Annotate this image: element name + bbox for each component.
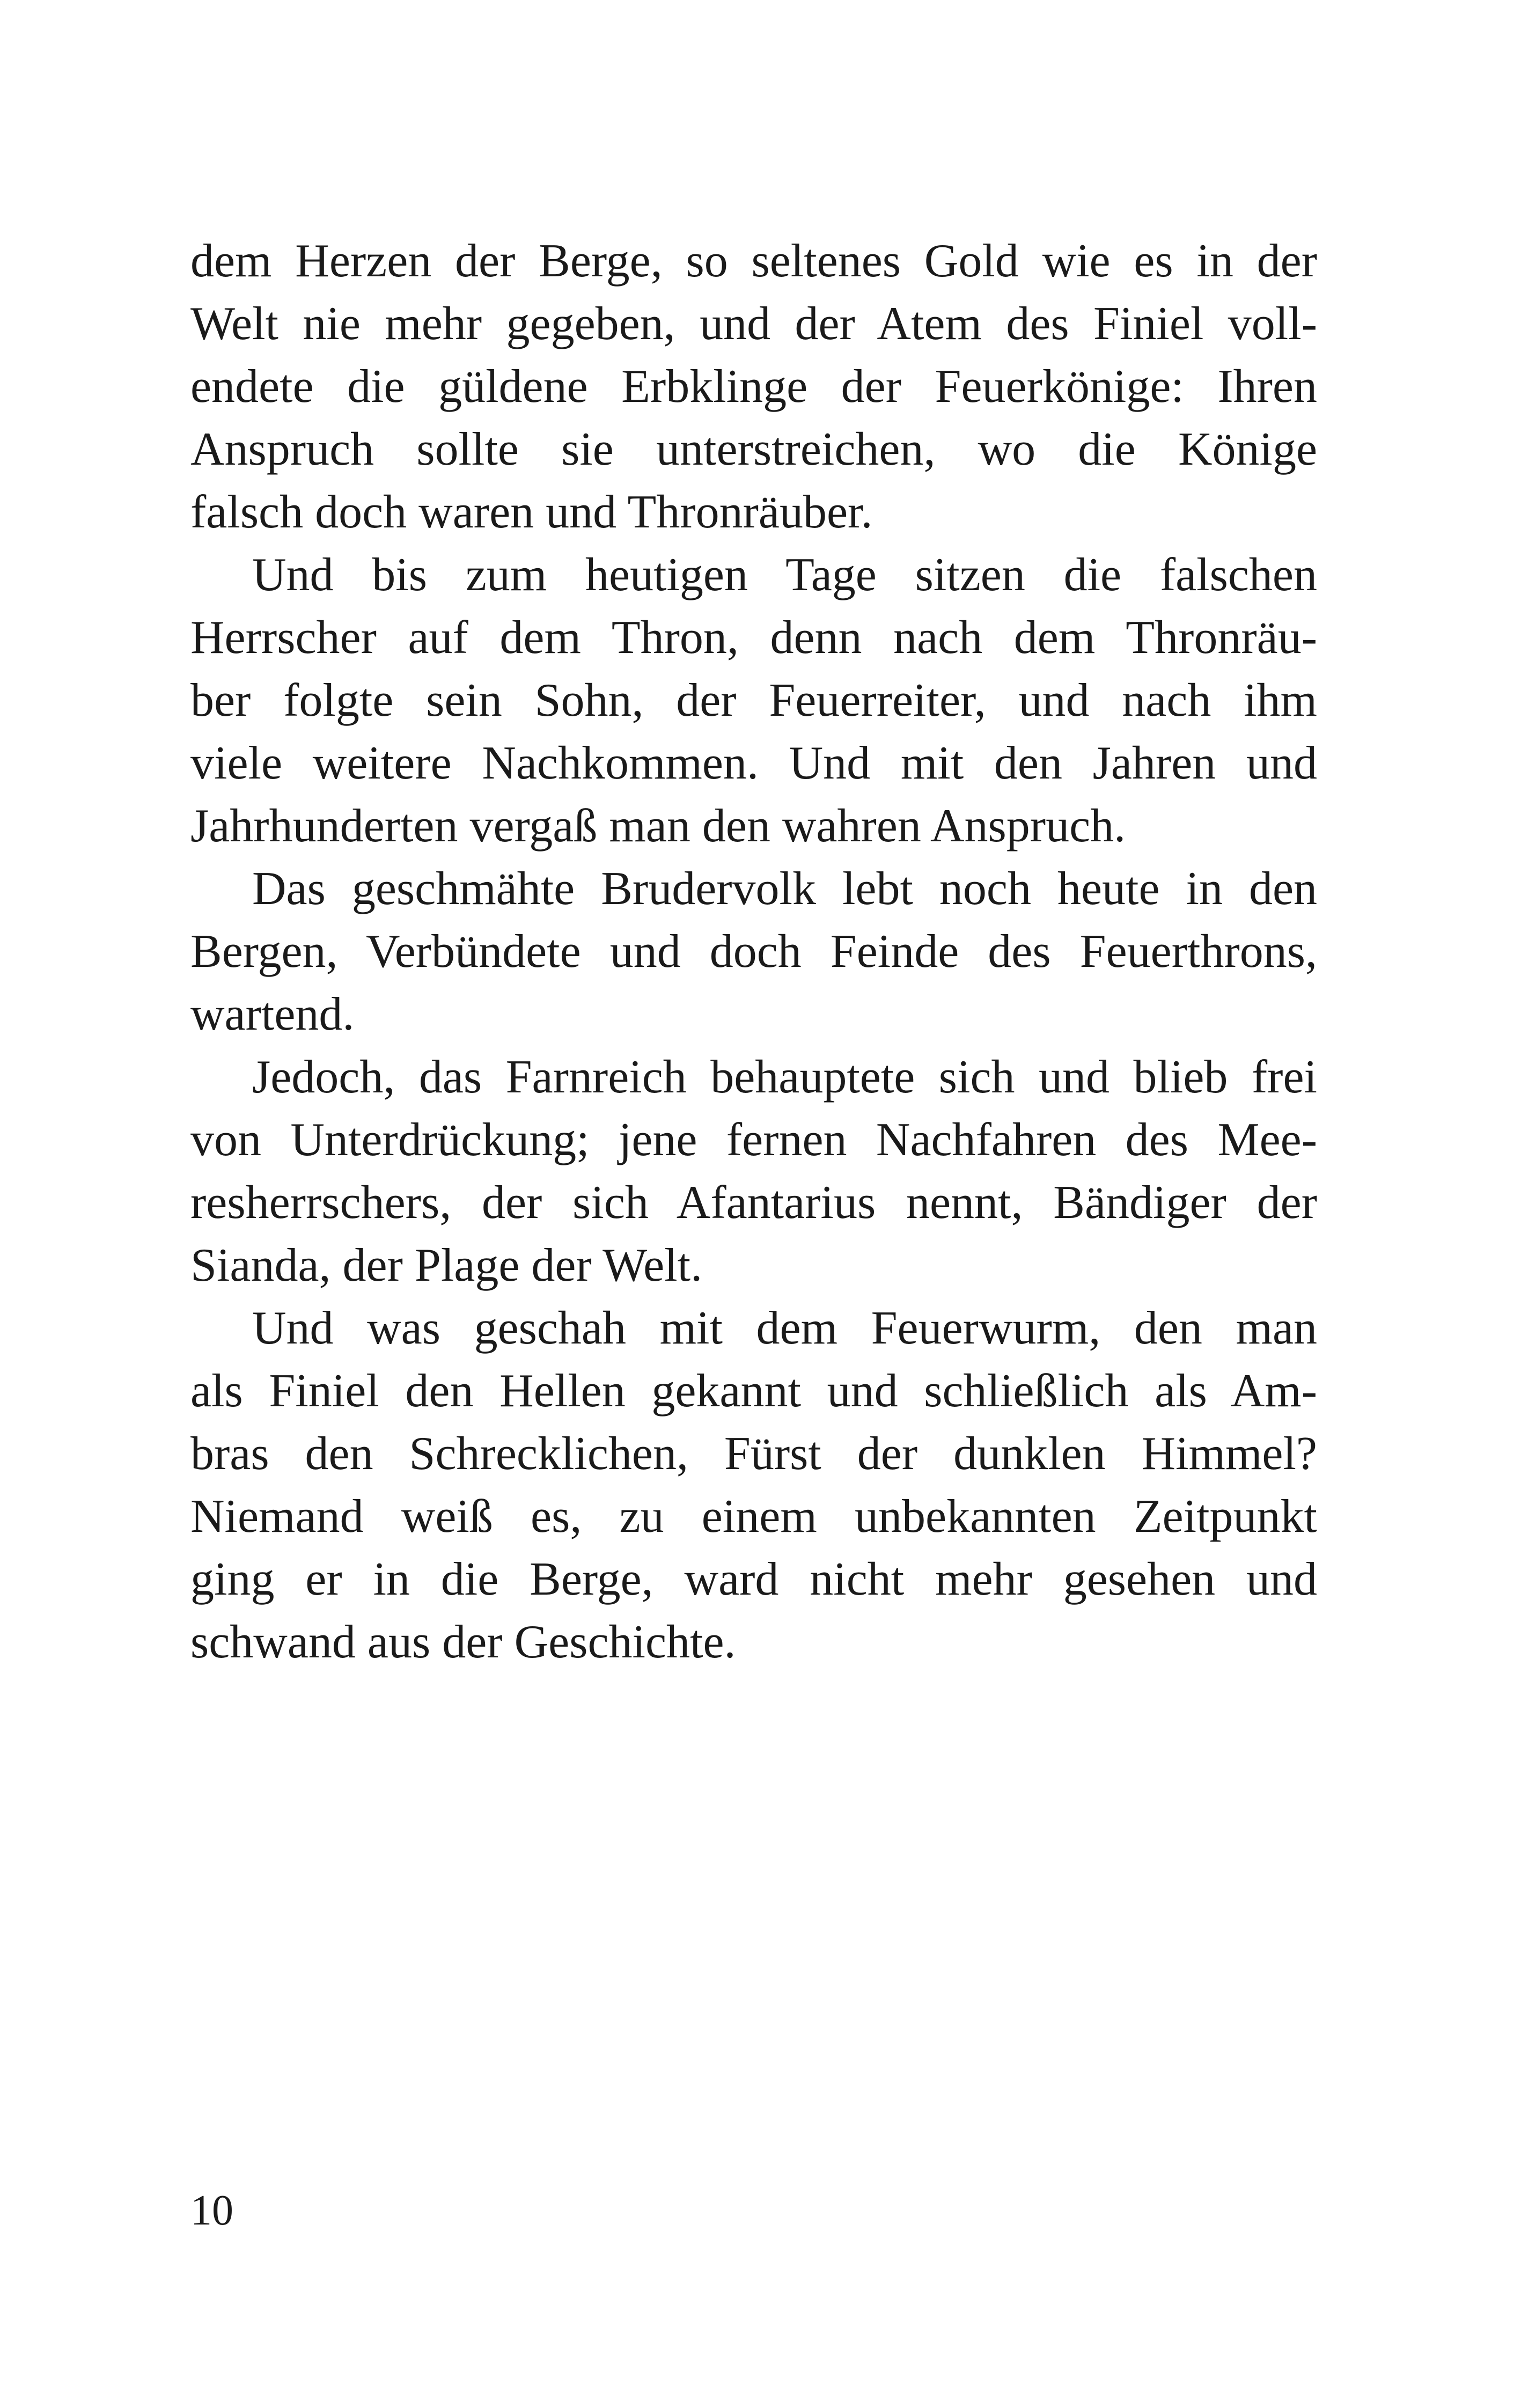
- text-line: Und bis zum heutigen Tage sitzen die falschen: [252, 549, 1317, 601]
- text-line: schwand aus der Geschichte.: [190, 1616, 736, 1668]
- text-line: als Finiel den Hellen gekannt und schließlich als Am-: [190, 1365, 1317, 1417]
- paragraph: [190, 1046, 1317, 1297]
- text-line: viele weitere Nachkommen. Und mit den Jahren und: [190, 737, 1317, 789]
- paragraph: [190, 230, 1317, 544]
- text-line: Das geschmähte Brudervolk lebt noch heute in den: [252, 863, 1317, 915]
- text-line: ber folgte sein Sohn, der Feuerreiter, und nach ihm: [190, 674, 1317, 726]
- text-line: falsch doch waren und Thronräuber.: [190, 486, 873, 538]
- text-line: dem Herzen der Berge, so seltenes Gold wie es in der: [190, 235, 1317, 287]
- text-line: ging er in die Berge, ward nicht mehr gesehen und: [190, 1553, 1317, 1605]
- text-line: Jahrhunderten vergaß man den wahren Anspruch.: [190, 800, 1126, 852]
- text-line: Herrscher auf dem Thron, denn nach dem Thronräu-: [190, 612, 1317, 664]
- text-line: wartend.: [190, 988, 355, 1040]
- paragraph: [190, 1297, 1317, 1673]
- text-line: Bergen, Verbündete und doch Feinde des Feuerthrons,: [190, 926, 1317, 978]
- text-line: resherrschers, der sich Afantarius nennt, Bändiger der: [190, 1177, 1317, 1229]
- text-line: Sianda, der Plage der Welt.: [190, 1239, 703, 1291]
- text-line: Welt nie mehr gegeben, und der Atem des Finiel voll-: [190, 298, 1317, 350]
- text-line: endete die güldene Erbklinge der Feuerkönige: Ihren: [190, 361, 1317, 413]
- text-line: Niemand weiß es, zu einem unbekannten Zeitpunkt: [190, 1491, 1317, 1543]
- text-line: Anspruch sollte sie unterstreichen, wo die Könige: [190, 423, 1317, 475]
- paragraph: [190, 857, 1317, 1046]
- body-text: [190, 230, 1317, 1673]
- paragraph: [190, 544, 1317, 857]
- text-line: bras den Schrecklichen, Fürst der dunklen Himmel?: [190, 1428, 1317, 1480]
- text-line: Jedoch, das Farnreich behauptete sich und blieb frei: [252, 1051, 1317, 1103]
- text-line: Und was geschah mit dem Feuerwurm, den man: [252, 1302, 1317, 1354]
- page-number: 10: [190, 2187, 233, 2234]
- text-line: von Unterdrückung; jene fernen Nachfahren des Mee-: [190, 1114, 1317, 1166]
